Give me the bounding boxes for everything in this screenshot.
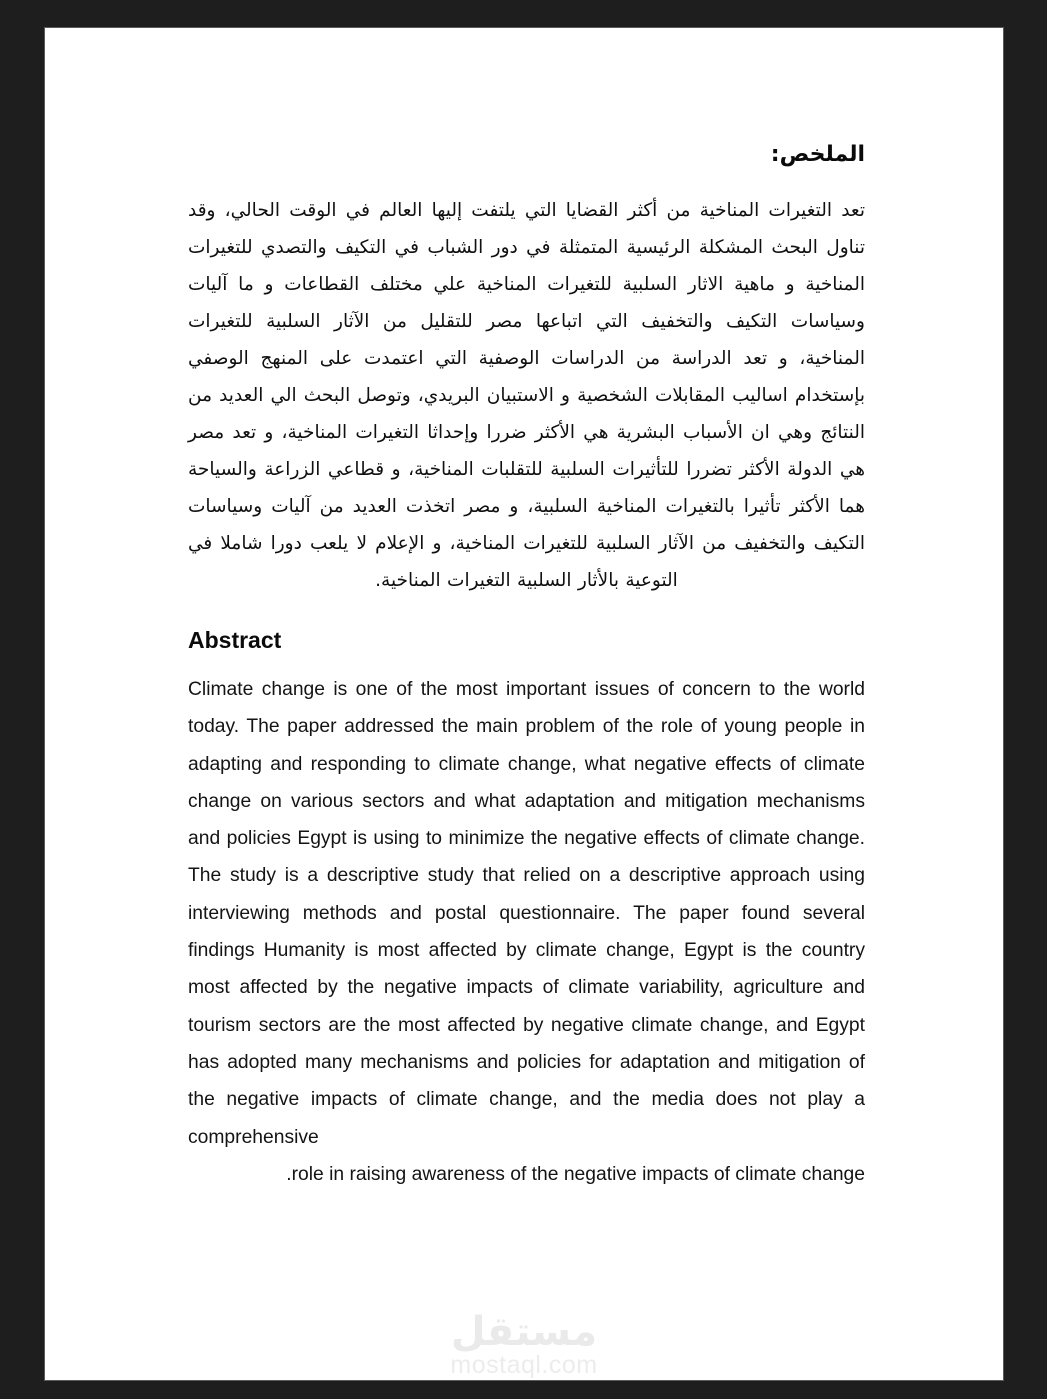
english-abstract-paragraph	[188, 671, 865, 1193]
english-abstract-last-line: .role in raising awareness of the negative impacts of climate change	[286, 1163, 865, 1185]
document-page	[45, 28, 1003, 1380]
arabic-abstract-paragraph: تعد التغيرات المناخية من أكثر القضايا التي يلتفت إليها العالم في الوقت الحالي، وقد تناول البحث المشكلة الرئيسية المتمثلة في دور الشباب في التكيف والتصدي للتغيرات المناخية و ماهية الاثار السلبية للتغيرات المناخية علي مختلف القطاعات و ما آليات وسياسات التكيف والتخفيف التي اتباعها مصر للتقليل من الآثار السلبية للتغيرات المناخية، و تعد الدراسة من الدراسات الوصفية التي اعتمدت على المنهج الوصفي بإستخدام اساليب المقابلات الشخصية و الاستبيان البريدي، وتوصل البحث الي العديد من النتائج وهي ان الأسباب البشرية هي الأكثر ضررا وإحداثا التغيرات المناخية، و تعد مصر هي الدولة الأكثر تضررا للتأثيرات السلبية للتقلبات المناخية، و قطاعي الزراعة والسياحة هما الأكثر تأثيرا بالتغيرات المناخية السلبية، و مصر اتخذت العديد من آليات وسياسات التكيف والتخفيف من الآثار السلبية للتغيرات المناخية، و الإعلام لا يلعب دورا شاملا في التوعية بالأثار السلبية التغيرات المناخية.	[188, 200, 865, 591]
mostaql-watermark	[45, 1310, 1003, 1380]
arabic-abstract-heading: الملخص:	[770, 142, 865, 167]
watermark-script-text: مستقل	[450, 1309, 598, 1355]
watermark-domain-text: mostaql.com	[450, 1351, 598, 1379]
english-abstract-body-text: Climate change is one of the most important issues of concern to the world today. The paper addressed the main problem of the role of young people in adapting and responding to climate change, what negative effects of climate change on various sectors and what adaptation and mitigation mechanisms and policies Egypt is using to minimize the negative effects of climate change. The study is a descriptive study that relied on a descriptive approach using interviewing methods and postal questionnaire. The paper found several findings Humanity is most affected by climate change, Egypt is the country most affected by the negative impacts of climate variability, agriculture and tourism sectors are the most affected by negative climate change, and Egypt has adopted many mechanisms and policies for adaptation and mitigation of the negative impacts of climate change, and the media does not play a comprehensive	[188, 679, 865, 1148]
page-content-column	[188, 140, 865, 1193]
english-abstract-heading: Abstract	[188, 627, 282, 653]
